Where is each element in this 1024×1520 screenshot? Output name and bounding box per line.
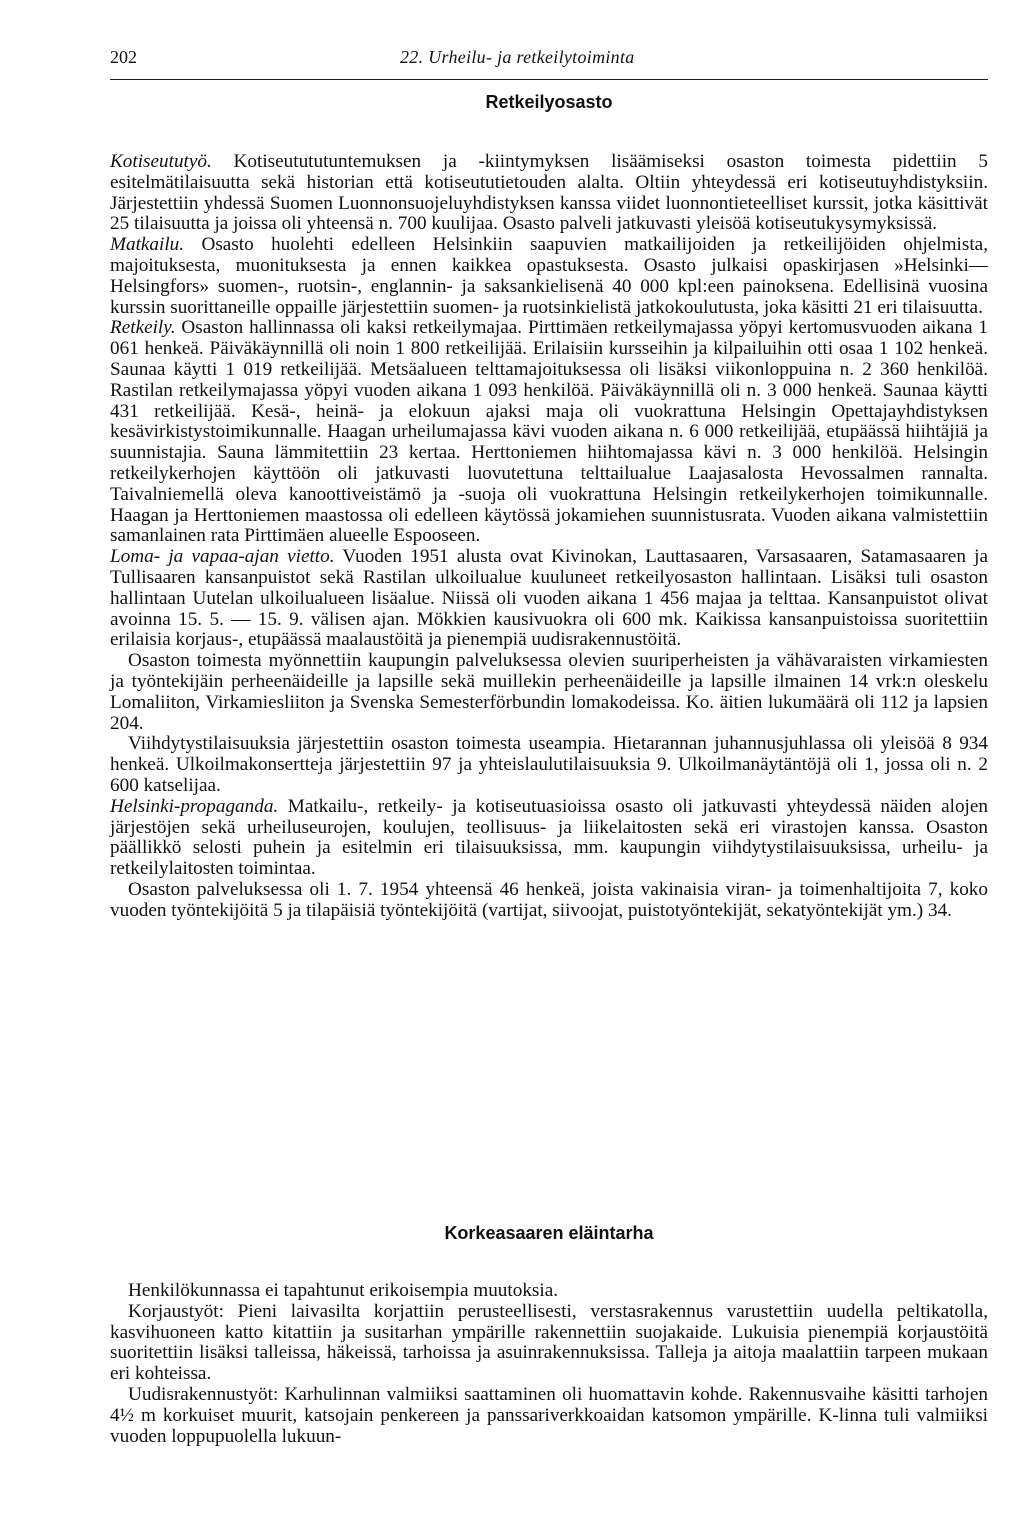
paragraph-text: Osaston hallinnassa oli kaksi retkeilymajaa. Pirttimäen retkeilymajassa yöpyi kertomusvuoden aikana 1 061 henkeä. Päiväkäynnillä oli noin 1 800 retkeilijää. Erilaisiin kursseihin ja kilpailuihin otti osaa 1 102 henkeä. Saunaa käytti 1 019 retkeilijää. Metsäalueen telttamajoituksessa oli lisäksi viikonloppuina n. 2 360 henkilöä. Rastilan retkeilymajassa yöpyi vuoden aikana 1 093 henkilöä. Päiväkäynnillä oli n. 3 000 henkeä. Saunaa käytti 431 retkeilijää. Kesä-, heinä- ja elokuun ajaksi maja oli vuokrattuna Helsingin Opettajayhdistyksen kesävirkistystoimikunnalle. Haagan urheilumajassa kävi vuoden aikana n. 6 000 retkeilijää, etupäässä hiihtäjiä ja suunnistajia. Sauna lämmitettiin 23 kertaa. Herttoniemen hiihtomajassa kävi n. 3 000 henkilöä. Helsingin retkeilykerhojen käyttöön oli jatkuvasti luovutettuna telttailualue Laajasalosta Hevossalmen rannalta. Taivalniemellä oleva kanoottiveistämö ja -suoja oli vuokrattuna Helsingin retkeilykerhojen toimikunnalle. Haagan ja Herttoniemen maastossa oli edelleen käytössä jokamiehen suunnistusrata. Vuoden aikana valmistettiin samanlainen rata Pirttimäen alueelle Espooseen. <box>110 317 988 547</box>
run-in-heading: Retkeily. <box>110 317 176 339</box>
paragraph <box>110 235 988 318</box>
paragraph <box>110 318 988 547</box>
paragraph-text: Viihdytystilaisuuksia järjestettiin osaston toimesta useampia. Hietarannan juhannusjuhlassa oli yleisöä 8 934 henkeä. Ulkoilmakonsertteja järjestettiin 97 ja yhteislaulutilaisuuksia 9. Ulkoilmanäytäntöjä oli 1, jossa oli n. 2 600 katselijaa. <box>110 733 988 796</box>
header-rule <box>110 79 988 80</box>
paragraph: Korjaustyöt: Pieni laivasilta korjattiin perusteellisesti, verstasrakennus varustettiin uudella peltikatolla, kasvihuoneen katto kitattiin ja susitarhan ympärille rakennettiin suojakaide. Lukuisia pienempiä korjaustöitä suoritettiin lisäksi talleissa, häkeissä, tarhoissa ja asuinrakennuksissa. Talleja ja aitoja maalattiin tarpeen mukaan eri kohteissa. <box>110 1300 988 1385</box>
running-title: 22. Urheilu- ja retkeilytoiminta <box>400 47 635 67</box>
section-body-korkeasaari <box>110 1281 988 1447</box>
paragraph-text: Vuoden 1951 alusta ovat Kivinokan, Lauttasaaren, Varsasaaren, Satamasaaren ja Tullisaaren kansanpuistot sekä Rastilan ulkoilualue kuuluneet retkeilyosaston hallintaan. Lisäksi tuli osaston hallintaan Uutelan ulkoilualueen lisäalue. Niissä oli vuoden aikana 1 456 majaa ja telttaa. Kansanpuistot olivat avoinna 15. 5. — 15. 9. välisen ajan. Mökkien kausivuokra oli 600 mk. Kaikissa kansanpuistoissa suoritettiin erilaisia korjaus-, etupäässä maalaustöitä ja pienempiä uudisrakennustöitä. <box>110 546 988 651</box>
page-number: 202 <box>110 47 137 67</box>
paragraph <box>110 651 988 734</box>
paragraph-text: Matkailu-, retkeily- ja kotiseutuasioissa osasto oli jatkuvasti yhteydessä näiden alojen järjestöjen sekä urheiluseurojen, koulujen, teollisuus- ja liikelaitosten sekä eri virastojen kanssa. Osaston päällikkö selosti puhein ja esitelmin eri tilaisuuksissa, mm. kaupungin viihdytystilaisuuksissa, urheilu- ja retkeilylaitosten toimintaa. <box>110 795 988 880</box>
paragraph-text: Osasto huolehti edelleen Helsinkiin saapuvien matkailijoiden ja retkeilijöiden ohjelmista, majoituksesta, muonituksesta ja ennen kaikkea opastuksesta. Osasto julkaisi opaskirjasen »Helsinki—Helsingfors» suomen-, ruotsin-, englannin- ja saksankielisenä 40 000 kpl:een painoksena. Edellisinä vuosina kurssin suorittaneille oppaille järjestettiin suomen- ja ruotsinkielistä jatkokoulutusta, joka käsitti 21 eri tilaisuutta. <box>110 234 988 318</box>
paragraph: Uudisrakennustyöt: Karhulinnan valmiiksi saattaminen oli huomattavin kohde. Rakennusvaihe käsitti tarhojen 4½ m korkuiset muurit, katsojain penkereen ja panssariverkkoaidan katsomon ympärille. K-linna tuli valmiiksi vuoden loppupuolella lukuun- <box>110 1383 988 1447</box>
paragraph <box>110 797 988 880</box>
paragraph <box>110 152 988 235</box>
paragraph <box>110 734 988 796</box>
run-in-heading: Kotiseututyö. <box>110 151 212 172</box>
run-in-heading: Loma- ja vapaa-ajan vietto. <box>110 546 335 568</box>
section-body-retkeilyosasto <box>110 152 988 921</box>
section-title-korkeasaari: Korkeasaaren eläintarha <box>444 1223 654 1243</box>
paragraph <box>110 547 988 651</box>
run-in-heading: Matkailu. <box>110 234 185 256</box>
paragraph-text: Kotiseutututuntemuksen ja -kiintymyksen lisäämiseksi osaston toimesta pidettiin 5 esitelmätilaisuutta sekä historian että kotiseututietouden alalta. Oltiin yhteydessä eri kotiseutuyhdistyksiin. Järjestettiin yhdessä Suomen Luonnonsuojeluyhdistyksen kanssa viidet luonnontieteelliset kurssit, jotka käsittivät 25 tilaisuutta ja joissa oli yhteensä n. 700 kuulijaa. Osasto palveli jatkuvasti yleisöä kotiseutukysymyksissä. <box>110 151 988 235</box>
run-in-heading: Helsinki-propaganda. <box>110 795 279 817</box>
paragraph-text: Osaston toimesta myönnettiin kaupungin palveluksessa olevien suuriperheisten ja vähävaraisten virkamiesten ja työntekijäin perheenäideille ja lapsille sekä muillekin perheenäideille ja lapsille ilmainen 14 vrk:n oleskelu Lomaliiton, Virkamiesliiton ja Svenska Semesterförbundin lomakodeissa. Ko. äitien lukumäärä oli 112 ja lapsien 204. <box>110 650 988 734</box>
paragraph <box>110 880 988 922</box>
paragraph: Henkilökunnassa ei tapahtunut erikoisempia muutoksia. <box>128 1280 559 1301</box>
paragraph-text: Osaston palveluksessa oli 1. 7. 1954 yhteensä 46 henkeä, joista vakinaisia viran- ja toimenhaltijoita 7, koko vuoden työntekijöitä 5 ja tilapäisiä työntekijöitä (vartijat, siivoojat, puistotyöntekijät, sekatyöntekijät ym.) 34. <box>110 878 988 921</box>
section-title-retkeilyosasto: Retkeilyosasto <box>485 92 613 112</box>
page-header <box>110 47 988 75</box>
